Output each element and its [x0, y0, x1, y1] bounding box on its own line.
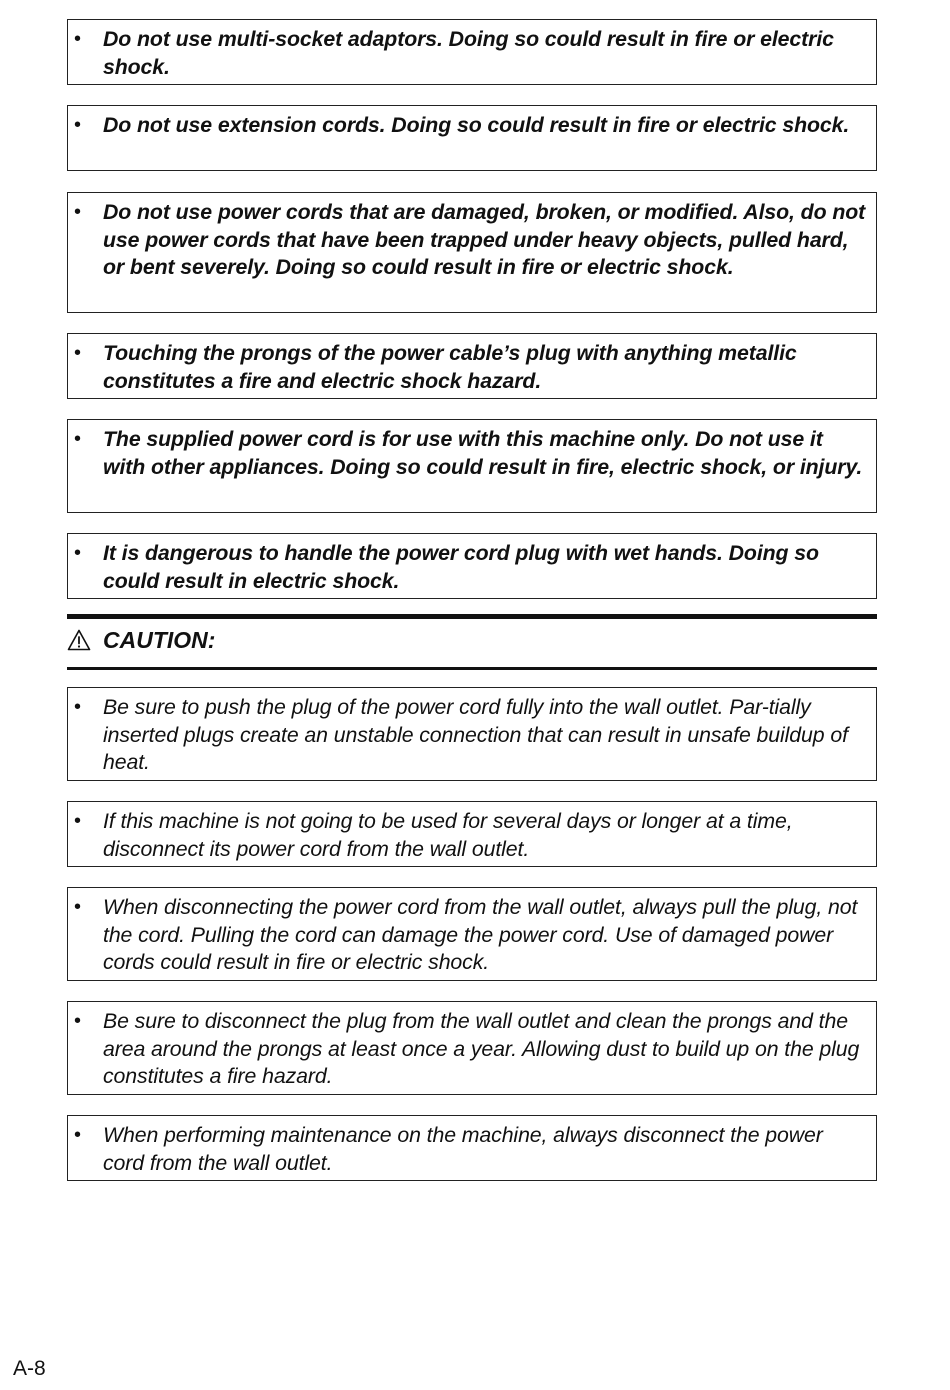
- page-number: A-8: [13, 1357, 46, 1380]
- caution-text: If this machine is not going to be used for several days or longer at a time, disconnect its power cord from the wall outlet.: [103, 809, 793, 861]
- warning-text: Do not use extension cords. Doing so could result in fire or electric shock.: [103, 113, 850, 137]
- warning-item: [67, 19, 877, 85]
- bullet: •: [74, 114, 82, 136]
- bullet: •: [74, 542, 82, 564]
- warning-item: [67, 105, 877, 171]
- caution-title: CAUTION:: [103, 626, 216, 653]
- bullet: •: [74, 810, 82, 832]
- caution-item: [67, 887, 877, 981]
- section-divider-thick: [67, 614, 877, 619]
- caution-item: [67, 1115, 877, 1181]
- caution-text: Be sure to push the plug of the power cord fully into the wall outlet. Par-tially inserted plugs create an unstable connection that can result in unsafe buildup of heat.: [103, 695, 848, 774]
- caution-item: [67, 801, 877, 867]
- bullet: •: [74, 696, 82, 718]
- caution-item: [67, 687, 877, 781]
- caution-text: Be sure to disconnect the plug from the wall outlet and clean the prongs and the area around the prongs at least once a year. Allowing dust to build up on the plug constitutes a fire hazard.: [103, 1009, 860, 1088]
- bullet: •: [74, 28, 82, 50]
- warning-item: [67, 533, 877, 599]
- bullet: •: [74, 1124, 82, 1146]
- bullet: •: [74, 201, 82, 223]
- section-divider-thin: [67, 667, 877, 670]
- caution-text: When performing maintenance on the machine, always disconnect the power cord from the wall outlet.: [103, 1123, 823, 1175]
- caution-item: [67, 1001, 877, 1095]
- warning-text: Touching the prongs of the power cable’s plug with anything metallic constitutes a fire and electric shock hazard.: [103, 341, 797, 393]
- warning-text: Do not use multi-socket adaptors. Doing so could result in fire or electric shock.: [103, 27, 834, 79]
- warning-text: It is dangerous to handle the power cord plug with wet hands. Doing so could result in electric shock.: [103, 541, 819, 593]
- warning-triangle-icon: [67, 629, 91, 651]
- warning-item: [67, 192, 877, 313]
- warning-item: [67, 333, 877, 399]
- caution-text: When disconnecting the power cord from the wall outlet, always pull the plug, not the cord. Pulling the cord can damage the power cord. Use of damaged power cords could result in fire or electric shock.: [103, 895, 858, 974]
- bullet: •: [74, 428, 82, 450]
- bullet: •: [74, 342, 82, 364]
- bullet: •: [74, 896, 82, 918]
- bullet: •: [74, 1010, 82, 1032]
- caution-heading: [67, 624, 215, 656]
- warning-item: [67, 419, 877, 513]
- warning-text: Do not use power cords that are damaged, broken, or modified. Also, do not use power cords that have been trapped under heavy objects, pulled hard, or bent severely. Doing so could result in fire or electric shock.: [103, 200, 866, 279]
- warning-text: The supplied power cord is for use with this machine only. Do not use it with other appliances. Doing so could result in fire, electric shock, or injury.: [103, 427, 863, 479]
